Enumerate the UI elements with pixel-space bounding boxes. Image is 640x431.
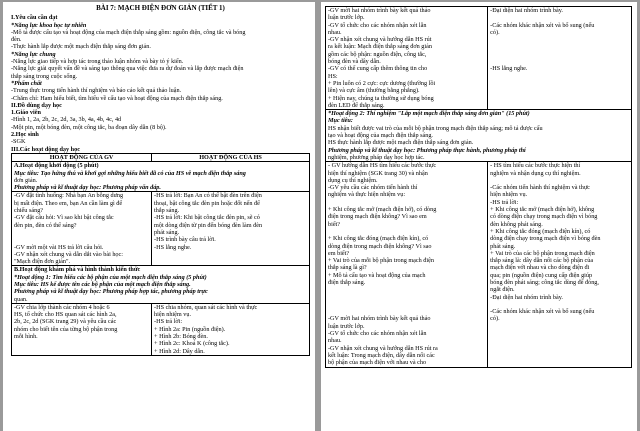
student-line (490, 14, 629, 21)
teacher-line: 2b, 2c, 2d (SGK trang 29) và yêu cầu các (14, 318, 117, 326)
teacher-line: chiếu sáng? (14, 207, 44, 215)
table-row (12, 303, 310, 355)
student-line: thoại, bật công tắc đèn pin hoặc đốt nến để (154, 199, 260, 207)
teacher-line: gồm các bộ phận: nguồn điện, công tắc, (328, 50, 427, 58)
student-line: ngắt điện. (490, 286, 515, 294)
student-line: -HS lắng nghe. (154, 243, 192, 251)
document-page-right (321, 2, 637, 431)
student-line: thắp sáng. (154, 207, 180, 215)
activity-table-left (11, 153, 310, 356)
column-header-student: HOẠT ĐỘNG CỦA HS (152, 153, 310, 161)
student-line: -HS trả lời: (154, 318, 183, 326)
teacher-line: HS: (328, 72, 338, 80)
teacher-line (14, 229, 149, 236)
teacher-line: thắp sáng là gì? (328, 264, 367, 272)
student-line: hiện nhiệm vụ. (154, 311, 191, 319)
activity-table-right (325, 6, 632, 368)
section-line: HS thực hành lắp được một mạch điện thắp sáng đơn giản. (328, 139, 474, 147)
teacher-line: điện thắp sáng. (328, 278, 366, 286)
teacher-line: -GV chia lớp thành các nhóm 4 hoặc 6 (14, 303, 110, 311)
section-line: Phương pháp và kĩ thuật dạy học: Phương pháp vấn đáp. (14, 184, 161, 192)
student-line: + Vai trò của các bộ phận trong mạch điện (490, 249, 595, 257)
document-page-left (3, 2, 315, 431)
student-line: -Các nhóm khác nhận xét và bổ sung (nếu (490, 21, 595, 29)
text-line: -Trung thực trong tiến hành thí nghiệm và báo cáo kết quả thảo luận. (11, 87, 182, 95)
activity-section-header (326, 110, 632, 162)
teacher-line (328, 308, 485, 315)
student-line: một dòng điện từ pin đến bóng đèn làm đèn (154, 221, 263, 229)
text-line: -Thực hành lắp được một mạch điện thắp sáng đơn giản. (11, 43, 151, 51)
student-line: - HS tìm hiểu các bước thực hiện thí (490, 162, 581, 170)
section-line: *Hoạt động 1: Tìm hiểu các bộ phận của một mạch điện thắp sáng (5 phút) (14, 273, 207, 281)
teacher-line: hiện thí nghiệm (SGK trang 30) và nhận (328, 169, 428, 177)
teacher-line (328, 199, 485, 206)
table-row (12, 266, 310, 303)
teacher-line (328, 294, 485, 301)
section-line: quan. (14, 295, 28, 303)
student-line: có dòng điện chạy trong mạch điện vì bóng (490, 213, 598, 221)
lesson-objectives (11, 14, 310, 153)
teacher-line: "Mạch điện đơn giản". (14, 258, 71, 266)
teacher-line: -GV mời một vài HS trả lời câu hỏi. (14, 243, 104, 251)
teacher-line: kết luận: Trong mạch điện, dây dẫn nối các (328, 351, 435, 359)
student-activity-cell (152, 303, 310, 355)
table-row (326, 110, 632, 162)
section-line: Mục tiêu: Tạo hứng thú và khơi gợi những hiểu biết đã có của HS về mạch điện thắp sáng (14, 169, 246, 177)
teacher-line: nhau. (328, 337, 342, 345)
text-line: -Mô tả được cấu tạo và hoạt động của mạch điện thắp sáng gồm: nguồn điện, công tắc và bóng (11, 28, 246, 36)
section-line: Phương pháp và kĩ thuật dạy học: Phương pháp thực hành, phương pháp thí (328, 146, 526, 154)
student-line: + Khi công tắc đóng (mạch điện kín), có (490, 227, 591, 235)
teacher-line: -GV đặt câu hỏi: Vì sao khi bật công tắc (14, 214, 114, 222)
student-line: bóng đèn phát sáng; công tắc dùng để đóng, (490, 278, 599, 286)
student-line: -HS trả lời: Khi bật công tắc đèn pin, sẽ có (154, 214, 260, 222)
table-row (12, 162, 310, 192)
teacher-line: -GV mời hai nhóm trình bày kết quả thảo (328, 315, 431, 323)
teacher-activity-cell (326, 162, 488, 367)
teacher-line (14, 236, 149, 243)
teacher-line: nhau. (328, 28, 342, 36)
text-line: đèn. (11, 36, 22, 44)
section-line: Mục tiêu: HS kể được tên các bộ phận của một mạch điện thắp sáng. (14, 280, 191, 288)
teacher-line (328, 301, 485, 308)
teacher-line: em biết? (328, 249, 350, 257)
teacher-line: + Pin luôn có 2 cực: cực dương (thường lồi (328, 79, 436, 87)
text-line: -Năng lực giao tiếp và hợp tác trong thảo luận nhóm và bày tỏ ý kiến. (11, 58, 184, 66)
text-line: -Hình 1, 2a, 2b, 2c, 2d, 3a, 3b, 4a, 4b, 4c, 4d (11, 116, 122, 124)
teacher-line: nhóm cho biết tên của từng bộ phận trong (14, 325, 118, 333)
teacher-activity-cell (326, 7, 488, 110)
teacher-line: HS, tổ chức cho HS quan sát các hình 2a, (14, 311, 117, 319)
teacher-line: luận trước lớp. (328, 14, 365, 22)
teacher-line: dụng cụ thí nghiệm. (328, 176, 378, 184)
student-line: qua; pin (nguồn điện) cung cấp điện giúp (490, 271, 593, 279)
student-line: -HS trả lời: Bạn An có thể bật đèn trên điện (154, 192, 262, 200)
student-line: -Đại diện hai nhóm trình bày. (490, 293, 563, 301)
teacher-line: bóng đèn và dây dẫn. (328, 58, 381, 66)
teacher-line: + Khi công tắc mở (mạch điện hở), có dòng (328, 206, 437, 214)
teacher-line: đèn pin, đèn có thể sáng? (14, 221, 77, 229)
teacher-line: + Mô tả cấu tạo và hoạt động của mạch (328, 271, 426, 279)
student-line (490, 36, 629, 43)
table-row (12, 192, 310, 266)
teacher-line: bị mất điện. Theo em, bạn An cần làm gì để (14, 199, 123, 207)
text-line: *Phẩm chất (11, 79, 42, 87)
student-line: + Khi công tắc mở (mạch điện hở), không (490, 206, 595, 214)
student-line: -HS lắng nghe. (490, 65, 528, 73)
table-row (326, 162, 632, 367)
student-line: có). (490, 28, 500, 36)
section-line: B.Hoạt động khám phá và hình thành kiến thức (14, 266, 141, 274)
student-line: dòng điện chạy trong mạch điện vì bóng đèn (490, 235, 601, 243)
student-line (490, 58, 629, 65)
teacher-line: -GV có thể cung cấp thêm thông tin cho (328, 65, 428, 73)
student-line: phát sáng. (154, 228, 180, 236)
student-line: -Các nhóm tiến hành thí nghiệm và thực (490, 184, 590, 192)
student-line (490, 43, 629, 50)
teacher-line: -GV đặt tình huống: Nhà bạn An bỗng dưng (14, 192, 124, 200)
student-line: + Hình 2a: Pin (nguồn điện). (154, 325, 226, 333)
student-activity-cell (152, 192, 310, 266)
student-line: -HS trả lời: (490, 198, 519, 206)
teacher-activity-cell (12, 303, 152, 355)
teacher-line: điện trong mạch điện không? Vì sao em (328, 213, 427, 221)
text-line: -Năng lực giải quyết vấn đề và sáng tạo thông qua việc đưa ra dự đoán và lắp được mạch điện (11, 65, 244, 73)
teacher-line: + Vai trò của mỗi bộ phận trong mạch điện (328, 257, 434, 265)
text-line: 1.Giáo viên (11, 109, 41, 117)
student-line: thắp sáng là: dây dẫn nối các bộ phận của (490, 257, 594, 265)
teacher-line: -GV mời hai nhóm trình bày kết quả thảo (328, 7, 431, 14)
text-line: -Một pin, một bóng đèn, một công tắc, ba đoạn dây dẫn (8 bộ). (11, 123, 167, 131)
teacher-line (328, 286, 485, 293)
teacher-line: -GV nhận xét chung và dẫn dắt vào bài học: (14, 250, 123, 258)
student-line: -HS chia nhóm, quan sát các hình và thực (154, 303, 258, 311)
teacher-line: - GV hướng dẫn HS tìm hiểu các bước thực (328, 162, 437, 170)
student-line: đèn không phát sáng. (490, 220, 543, 228)
student-line: hiện nhiệm vụ. (490, 191, 528, 199)
teacher-line: bộ phận của mạch điện với nhau và cho (328, 359, 427, 367)
student-line (490, 301, 629, 308)
activity-section-header (12, 266, 310, 303)
teacher-line: nghiệm và thực hiện nhiệm vụ: (328, 191, 406, 199)
teacher-line: mỗi hình. (14, 333, 38, 341)
student-line: -Các nhóm khác nhận xét và bổ sung (nếu (490, 308, 595, 316)
teacher-line: lên) và cực âm (thường bằng phẳng). (328, 87, 420, 95)
section-line: Mục tiêu: (328, 117, 353, 125)
teacher-line: -GV nhận xét chung và hướng dẫn HS rút (328, 36, 432, 44)
student-line: mạch điện với nhau và cho dòng điện đi (490, 264, 590, 272)
student-line: có). (490, 315, 500, 323)
table-row (326, 7, 632, 110)
teacher-line: biết? (328, 220, 341, 228)
teacher-line: -GV nhận xét chung và hướng dẫn HS rút ra (328, 344, 438, 352)
teacher-line: -GV tổ chức cho các nhóm nhận xét lẫn (328, 330, 427, 338)
text-line: 2.Học sinh (11, 131, 39, 139)
student-line: + Hình 2c: Khoá K (công tắc). (154, 340, 230, 348)
section-line: tạo và hoạt động của mạch điện thắp sáng. (328, 132, 433, 140)
student-line (490, 51, 629, 58)
section-line: nghiệm, phương pháp dạy học hợp tác. (328, 153, 425, 161)
section-line: đơn giản. (14, 176, 38, 184)
section-line: *Hoạt động 2: Thí nghiệm "Lắp một mạch điện thắp sáng đơn giản" (15 phút) (328, 110, 530, 118)
text-line: II.Đồ dùng dạy học (11, 101, 62, 109)
teacher-activity-cell (12, 192, 152, 266)
student-line: -HS trình bày câu trả lời. (154, 236, 216, 244)
activity-section-header (12, 162, 310, 192)
text-line: *Năng lực khoa học tự nhiên (11, 21, 87, 29)
text-line: thắp sáng trong cuộc sống. (11, 72, 78, 80)
lesson-title: BÀI 7: MẠCH ĐIỆN ĐƠN GIẢN (TIẾT 1) (96, 4, 225, 12)
student-line: + Hình 2d: Dây dẫn. (154, 347, 205, 355)
student-line: nghiệm và nhận dụng cụ thí nghiệm. (490, 169, 581, 177)
teacher-line: + Hiện nay, chúng ta thường sử dụng bóng (328, 94, 434, 102)
student-line (490, 177, 629, 184)
text-line: I.Yêu cầu cần đạt (11, 14, 58, 22)
teacher-line: + Khi công tắc đóng (mạch điện kín), có (328, 235, 429, 243)
teacher-line: -GV tổ chức cho các nhóm nhận xét lẫn (328, 21, 427, 29)
teacher-line: luận trước lớp. (328, 322, 365, 330)
text-line: III.Các hoạt động dạy học (11, 145, 80, 153)
teacher-line: ra kết luận: Mạch điện thắp sáng đơn giản (328, 43, 432, 51)
column-header-teacher: HOẠT ĐỘNG CỦA GV (12, 153, 152, 161)
section-line: A.Hoạt động khởi động (5 phút) (14, 162, 99, 170)
teacher-line: -GV yêu cầu các nhóm tiến hành thí (328, 184, 418, 192)
section-line: Phương pháp và kĩ thuật dạy học: Phương pháp hợp tác, phương pháp trực (14, 288, 208, 296)
text-line: *Năng lực chung (11, 50, 56, 58)
text-line: -Chăm chỉ: Ham hiểu biết, tìm hiểu về cấu tạo và hoạt động của mạch điện thắp sáng. (11, 94, 223, 102)
teacher-line: dòng điện trong mạch điện không? Vì sao (328, 242, 432, 250)
student-line: + Hình 2b: Bóng đèn. (154, 333, 208, 341)
teacher-line (328, 228, 485, 235)
section-line: HS nhận biết được vai trò của mỗi bộ phận trong mạch điện thắp sáng; mô tả được cấu (328, 124, 543, 132)
teacher-line: đèn LED để thắp sáng. (328, 101, 385, 109)
student-activity-cell (488, 7, 632, 110)
student-line: -Đại diện hai nhóm trình bày. (490, 7, 563, 14)
text-line: -SGK (11, 138, 26, 146)
student-activity-cell (488, 162, 632, 367)
student-line: phát sáng. (490, 242, 516, 250)
